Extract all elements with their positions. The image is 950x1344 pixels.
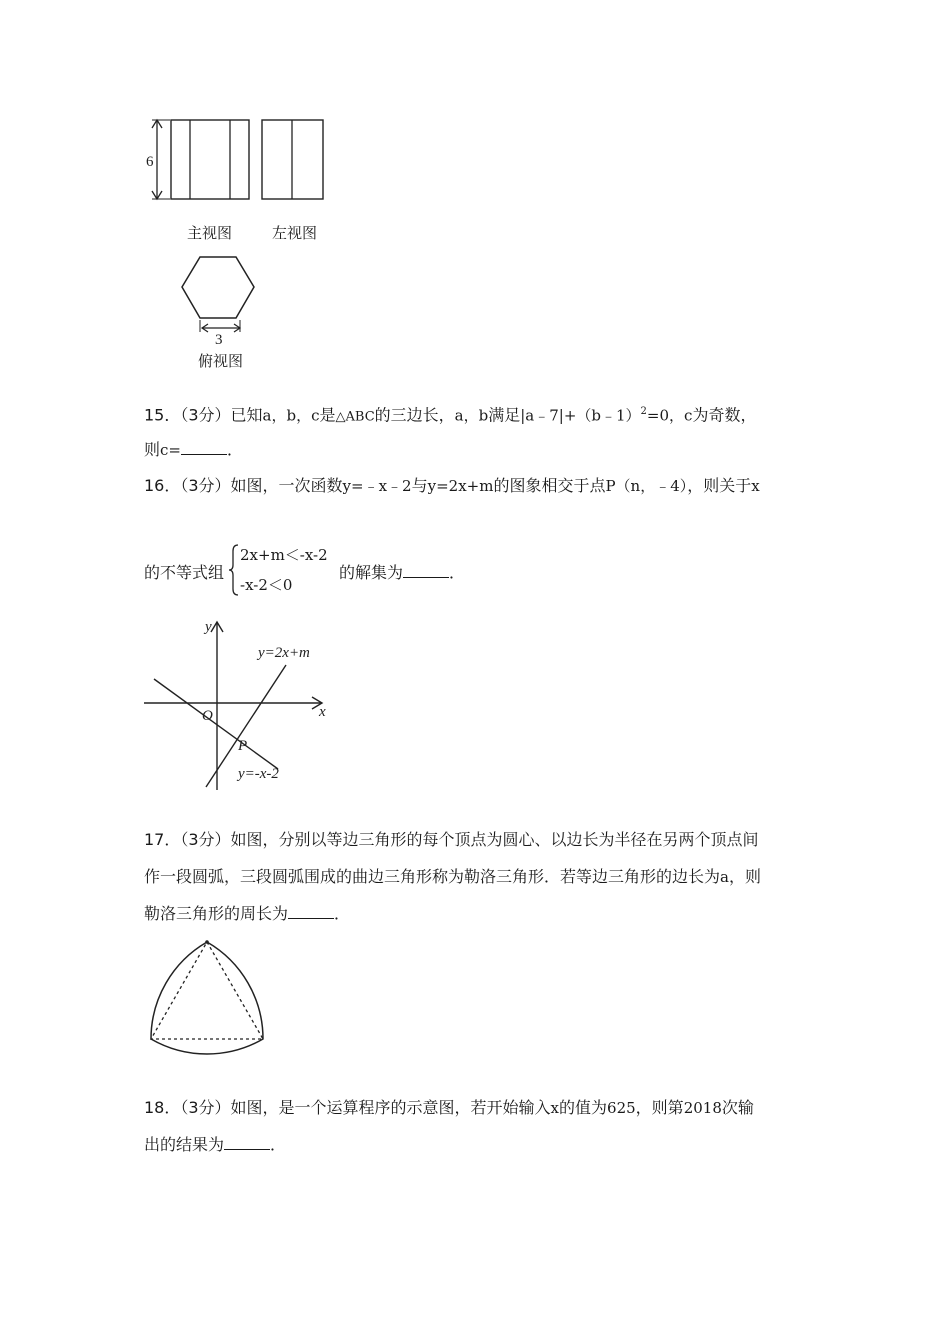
x-axis-label: x: [319, 704, 326, 720]
left-view-label: 左视图: [272, 224, 318, 242]
question-16-line-2-tail: 的解集为 ．: [339, 563, 466, 582]
answer-blank-15[interactable]: [181, 440, 227, 455]
line-neg-x-label: y=-x-2: [238, 766, 279, 782]
reuleaux-triangle-figure: [145, 935, 275, 1060]
origin-label: O: [202, 708, 213, 724]
answer-blank-16[interactable]: [403, 563, 449, 578]
front-view-rect: [171, 120, 249, 199]
question-16-line-1: 16．（3分）如图，一次函数y=﹣x﹣2与y=2x+m的图象相交于点P（n，﹣4），则关于x: [144, 476, 760, 495]
side-label: 3: [215, 332, 223, 348]
answer-blank-17[interactable]: [288, 904, 334, 919]
point-p-label: P: [238, 738, 248, 754]
reuleaux-triangle-outline: [151, 942, 263, 1054]
line-y-neg-x-minus-2: [154, 679, 278, 769]
equilateral-triangle-dashed: [151, 942, 263, 1039]
inequality-1: 2x+m＜-x-2: [240, 546, 328, 564]
question-18-line-2: 出的结果为 ．: [144, 1135, 287, 1154]
hexagon-top-view: [182, 257, 254, 318]
question-18-line-1: 18．（3分）如图，是一个运算程序的示意图，若开始输入x的值为625，则第2018次输: [144, 1098, 754, 1117]
top-view-label: 俯视图: [198, 352, 244, 370]
question-17-line-3: 勒洛三角形的周长为 ．: [144, 904, 351, 923]
line-2x-m-label: y=2x+m: [258, 645, 310, 661]
linear-functions-graph: [140, 612, 340, 797]
inequality-2: -x-2＜0: [240, 576, 293, 594]
answer-blank-18[interactable]: [224, 1135, 270, 1150]
system-brace: [228, 543, 240, 597]
y-axis-label: y: [205, 619, 212, 635]
question-17-line-1: 17．（3分）如图，分别以等边三角形的每个顶点为圆心、以边长为半径在另两个顶点间: [144, 830, 759, 849]
height-label: 6: [146, 154, 154, 170]
front-view-label: 主视图: [187, 224, 233, 242]
question-16-line-2: 的不等式组: [144, 563, 225, 582]
question-17-line-2: 作一段圆弧，三段圆弧围成的曲边三角形称为勒洛三角形．若等边三角形的边长为a，则: [144, 867, 761, 886]
question-15-line-1: 15．（3分）已知a，b，c是△ABC的三边长，a，b满足|a﹣7|+（b﹣1）$^2$=0，c为奇数，: [144, 405, 757, 425]
question-15-line-2: 则c= ．: [144, 440, 244, 459]
